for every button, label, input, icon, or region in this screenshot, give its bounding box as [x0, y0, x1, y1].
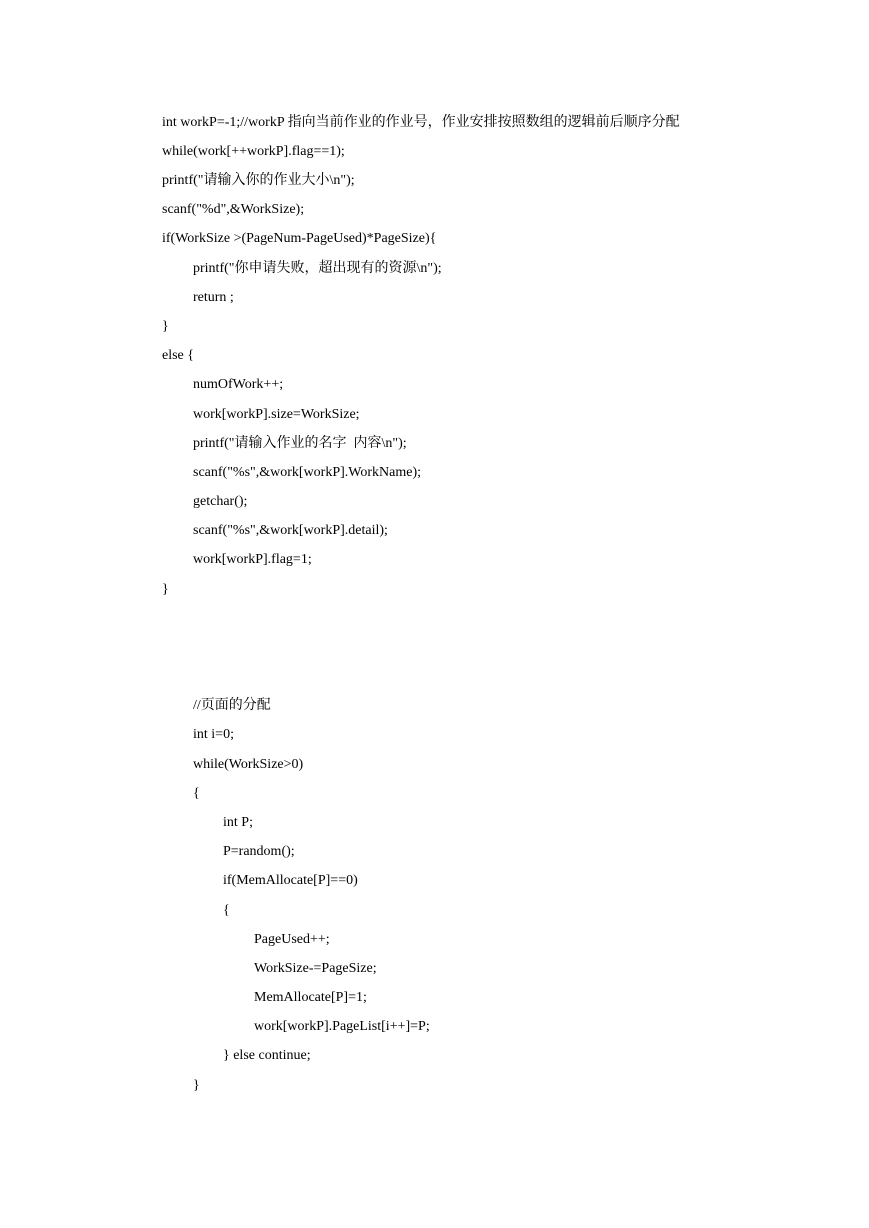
code-line: int i=0;: [193, 727, 234, 742]
code-line: PageUsed++;: [254, 932, 330, 947]
code-line: printf("请输入你的作业大小\n");: [162, 173, 355, 188]
code-line: work[workP].flag=1;: [193, 552, 312, 567]
code-line: scanf("%d",&WorkSize);: [162, 202, 305, 217]
code-line: } else continue;: [223, 1048, 311, 1063]
code-line: while(WorkSize>0): [193, 757, 304, 772]
code-line: work[workP].PageList[i++]=P;: [254, 1019, 430, 1034]
code-line: scanf("%s",&work[workP].WorkName);: [193, 465, 422, 480]
code-line: if(WorkSize >(PageNum-PageUsed)*PageSize){: [162, 231, 437, 246]
code-line: numOfWork++;: [193, 377, 284, 392]
code-line: getchar();: [193, 494, 248, 509]
code-line: P=random();: [223, 844, 295, 859]
code-line: while(work[++workP].flag==1);: [162, 144, 345, 159]
code-line: }: [162, 319, 169, 334]
code-comment: //页面的分配: [193, 698, 271, 713]
code-line: {: [223, 903, 230, 918]
code-line: }: [193, 1078, 200, 1093]
code-line: return ;: [193, 290, 234, 305]
code-line: printf("请输入作业的名字 内容\n");: [193, 436, 407, 451]
code-line: int P;: [223, 815, 253, 830]
code-line: if(MemAllocate[P]==0): [223, 873, 358, 888]
code-line: printf("你申请失败，超出现有的资源\n");: [193, 261, 442, 276]
code-line: MemAllocate[P]=1;: [254, 990, 367, 1005]
code-line: scanf("%s",&work[workP].detail);: [193, 523, 388, 538]
code-line: int workP=-1;//workP 指向当前作业的作业号，作业安排按照数组的逻辑前后顺序分配: [162, 115, 680, 130]
code-line: WorkSize-=PageSize;: [254, 961, 377, 976]
code-line: }: [162, 582, 169, 597]
code-line: {: [193, 786, 200, 801]
code-line: work[workP].size=WorkSize;: [193, 407, 360, 422]
code-line: else {: [162, 348, 194, 363]
